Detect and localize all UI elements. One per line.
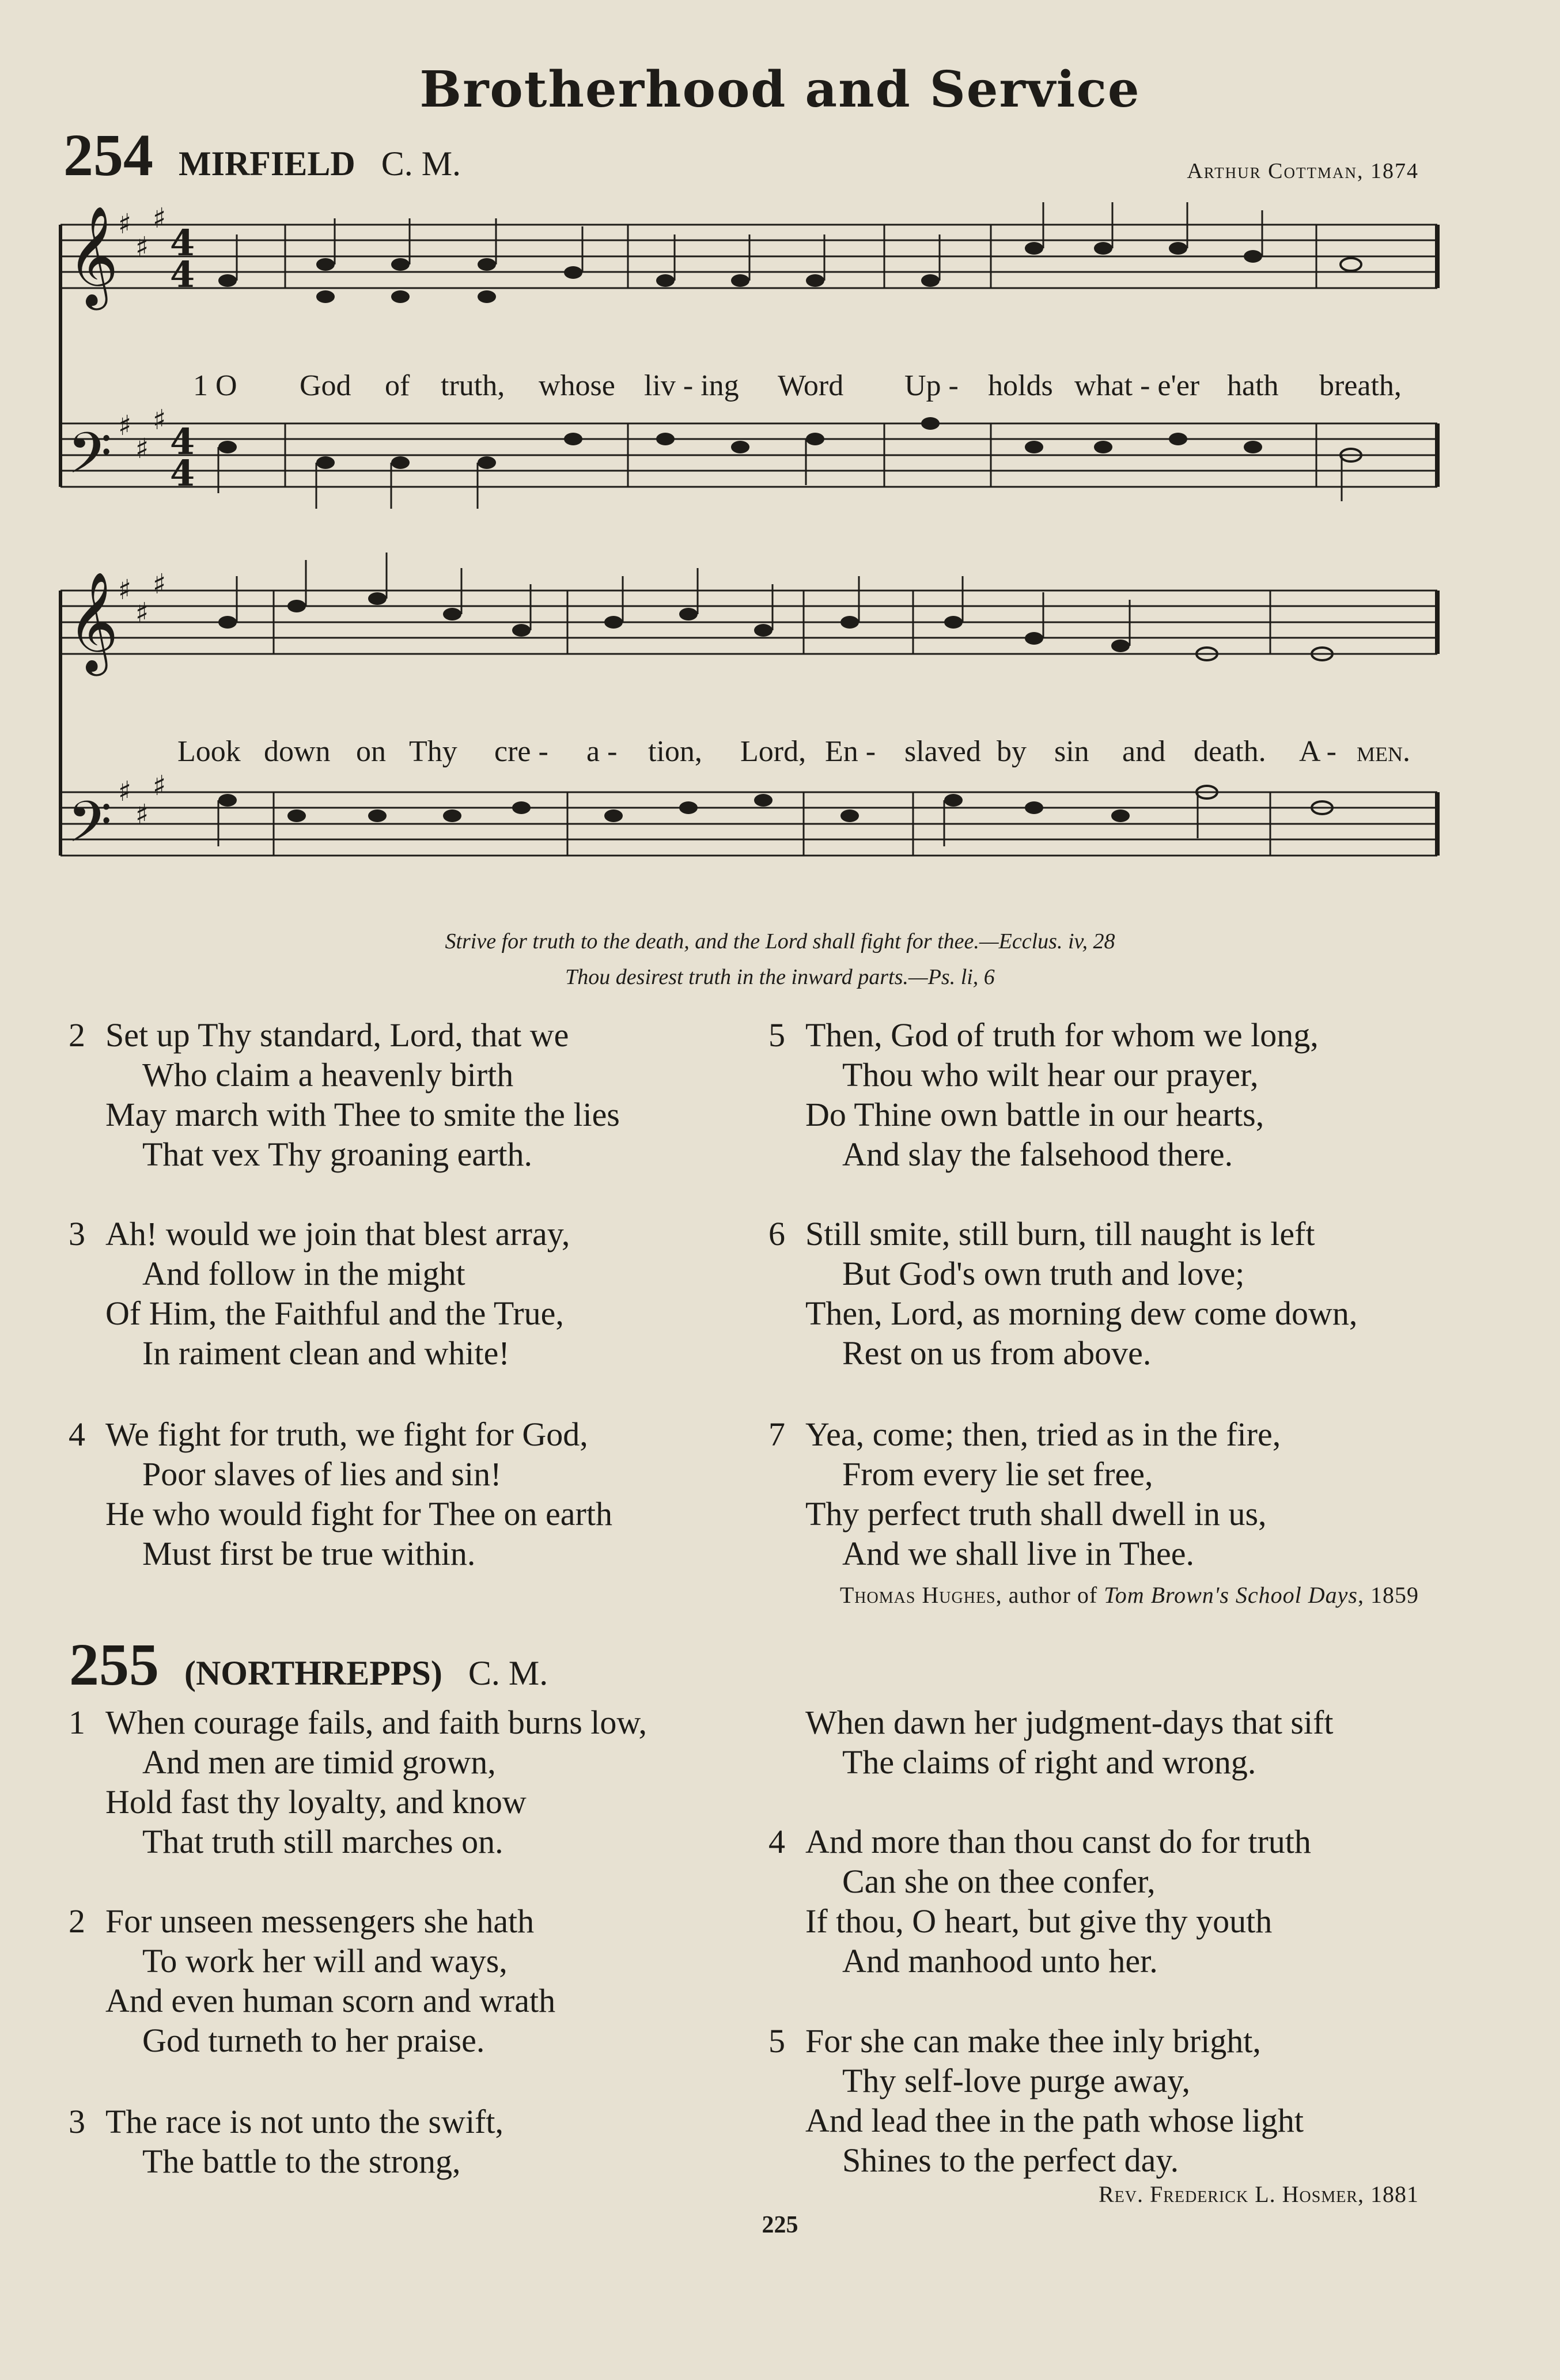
verse-line: God turneth to her praise. [142,2022,485,2059]
verse-line: And we shall live in Thee. [842,1535,1195,1572]
verse-254-3 [69,1214,570,1373]
meter: C. M. [381,145,461,183]
hymn-254-header [63,121,461,190]
svg-text:♯: ♯ [118,208,132,240]
verse-line: And even human scorn and wrath [105,1982,556,2019]
verse-number: 5 [768,1016,785,1054]
verse-line: Ah! would we join that blest array, [105,1215,570,1253]
hymn-number: 254 [63,122,153,188]
verse-line: Then, Lord, as morning dew come down, [805,1295,1358,1332]
svg-text:4: 4 [170,421,195,463]
lyric-syllable: Word [778,369,844,402]
author-year: , 1859 [1358,1582,1419,1608]
verse-line: And lead thee in the path whose light [805,2102,1304,2139]
scripture-ref-1: Strive for truth to the death, and the Lord shall fight for thee.—Ecclus. iv, 28 [445,929,1115,953]
verse-line: Thy perfect truth shall dwell in us, [805,1495,1267,1533]
verse-line: And slay the falsehood there. [842,1136,1233,1173]
lyric-syllable: Look [177,735,241,768]
composer-credit: Arthur Cottman, 1874 [1187,159,1419,183]
lyric-syllable: hath [1227,369,1279,402]
verse-line: Shines to the perfect day. [842,2141,1179,2179]
svg-text:♯: ♯ [135,433,149,465]
lyric-syllable: A - [1299,735,1336,768]
hymn-number: 255 [69,1632,159,1698]
verse-number: 2 [69,1902,85,1940]
lyric-syllable: whose [539,369,615,402]
verse-number: 4 [768,1823,785,1860]
meter: C. M. [468,1654,548,1692]
verse-line: Of Him, the Faithful and the True, [105,1295,564,1332]
lyric-syllable: what - e'er [1074,369,1200,402]
lyric-syllable: tion, [648,735,702,768]
verse-number: 4 [69,1416,85,1453]
author-work: Tom Brown's School Days [1104,1582,1358,1608]
verse-line: And more than thou canst do for truth [805,1823,1311,1860]
verse-line: To work her will and ways, [142,1942,508,1980]
bass-staff-2 [60,792,1437,856]
verse-line: For she can make thee inly bright, [805,2022,1261,2060]
verse-line: When courage fails, and faith burns low, [105,1704,648,1741]
page-number: 225 [762,2212,798,2238]
svg-text:4: 4 [170,452,195,494]
svg-text:𝄢: 𝄢 [67,421,112,501]
verse-255-5 [768,2021,1304,2180]
verse-number: 3 [69,1215,85,1253]
svg-text:♯: ♯ [118,775,132,808]
scripture-ref-2: Thou desirest truth in the inward parts.—Ps. li, 6 [565,965,995,989]
verse-line: Set up Thy standard, Lord, that we [105,1016,569,1054]
verse-line: Thy self-love purge away, [842,2062,1190,2099]
verse-line: Do Thine own battle in our hearts, [805,1096,1264,1133]
verse-254-5 [768,1015,1319,1174]
verse-number: 7 [768,1416,785,1453]
lyric-syllable: truth, [441,369,505,402]
hymn-255-author: Rev. Frederick L. Hosmer, 1881 [1098,2181,1419,2207]
svg-text:𝄞: 𝄞 [67,206,119,306]
verse-line: The race is not unto the swift, [105,2103,503,2140]
svg-text:♯: ♯ [153,568,166,600]
verse-line: But God's own truth and love; [842,1255,1245,1292]
verse-line: For unseen messengers she hath [105,1902,535,1940]
verse-line: When dawn her judgment-days that sift [805,1704,1334,1741]
lyric-syllable: and [1122,735,1166,768]
verse-line: He who would fight for Thee on earth [105,1495,612,1533]
author-name: Thomas Hughes [839,1582,996,1608]
verse-line: May march with Thee to smite the lies [105,1096,620,1133]
lyric-syllable: sin [1054,735,1089,768]
music-score [55,193,1449,890]
lyric-syllable: Lord, [740,735,806,768]
hymn-255-header [69,1630,548,1699]
hymn-254-author [840,1581,1419,1609]
verse-255-3-cont [805,1702,1333,1782]
lyric-syllable: Up - [904,369,959,402]
lyric-syllable: slaved [904,735,981,768]
verse-line: Who claim a heavenly birth [142,1056,514,1093]
svg-text:♯: ♯ [118,410,132,442]
verse-line: Thou who wilt hear our prayer, [842,1056,1259,1093]
verse-number: 5 [768,2022,785,2060]
lyric-syllable: on [356,735,386,768]
lyric-syllable: 1 O [193,369,237,402]
tune-name: (NORTHREPPS) [184,1654,442,1692]
verse-255-3 [69,2102,503,2181]
verse-line: And follow in the might [142,1255,465,1292]
verse-line: That truth still marches on. [142,1823,503,1860]
lyric-syllable: God [300,369,351,402]
verse-line: And men are timid grown, [142,1743,496,1781]
verse-number: 2 [69,1016,85,1054]
lyric-syllable: breath, [1319,369,1402,402]
tune-name: MIRFIELD [179,145,355,183]
section-title: Brotherhood and Service [419,60,1141,119]
bass-staff-1 [60,423,1437,487]
verse-line: Then, God of truth for whom we long, [805,1016,1319,1054]
lyric-syllable: by [997,735,1027,768]
lyric-syllable: holds [988,369,1053,402]
verse-255-1 [69,1702,648,1861]
lyric-syllable: of [385,369,410,402]
svg-text:𝄢: 𝄢 [67,789,112,869]
verse-line: Rest on us from above. [842,1334,1152,1372]
verse-line: Can she on thee confer, [842,1863,1156,1900]
lyric-syllable: down [264,735,331,768]
verse-line: The battle to the strong, [142,2143,461,2180]
verse-255-4 [768,1822,1311,1981]
treble-staff-2 [60,591,1437,654]
svg-text:𝄞: 𝄞 [67,572,119,672]
verse-line: Poor slaves of lies and sin! [142,1455,502,1493]
verse-254-4 [69,1414,612,1573]
verse-line: From every lie set free, [842,1455,1153,1493]
verse-line: We fight for truth, we fight for God, [105,1416,588,1453]
verse-line: Yea, come; then, tried as in the fire, [805,1416,1281,1453]
lyric-syllable: liv - ing [644,369,739,402]
lyric-syllable: cre - [494,735,548,768]
verse-line: Must first be true within. [142,1535,476,1572]
lyric-syllable: Thy [409,735,457,768]
lyric-line-2 [0,735,1560,769]
verse-254-6 [768,1214,1358,1373]
verse-line: That vex Thy groaning earth. [142,1136,532,1173]
lyric-syllable: a - [586,735,618,768]
svg-text:♯: ♯ [135,231,149,263]
svg-text:♯: ♯ [153,202,166,234]
verse-line: If thou, O heart, but give thy youth [805,1902,1273,1940]
svg-text:4: 4 [170,222,195,264]
verse-number: 6 [768,1215,785,1253]
svg-text:♯: ♯ [135,597,149,629]
lyric-syllable: En - [825,735,876,768]
svg-text:♯: ♯ [153,404,166,436]
svg-text:♯: ♯ [118,574,132,606]
author-mid: , author of [995,1582,1104,1608]
verse-254-2 [69,1015,620,1174]
svg-text:♯: ♯ [135,799,149,831]
verse-254-7 [768,1414,1281,1573]
lyric-line-1 [0,369,1560,403]
lyric-syllable: men. [1357,735,1410,768]
verse-line: In raiment clean and white! [142,1334,510,1372]
verse-line: And manhood unto her. [842,1942,1158,1980]
verse-255-2 [69,1901,556,2060]
verse-number: 1 [69,1704,85,1741]
svg-text:♯: ♯ [153,770,166,802]
verse-line: Still smite, still burn, till naught is left [805,1215,1315,1253]
verse-number: 3 [69,2103,85,2140]
verse-line: Hold fast thy loyalty, and know [105,1783,527,1821]
svg-text:4: 4 [170,253,195,296]
lyric-syllable: death. [1194,735,1266,768]
verse-line: The claims of right and wrong. [842,1743,1256,1781]
